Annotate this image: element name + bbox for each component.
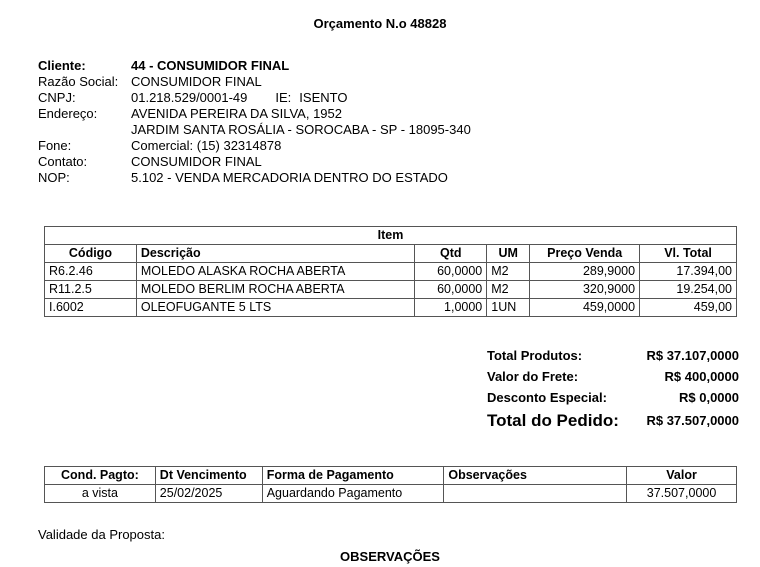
cell-total: 459,00 — [640, 299, 737, 317]
endereco-label: Endereço: — [38, 106, 98, 121]
col-header-forma: Forma de Pagamento — [262, 467, 444, 485]
cell-um: M2 — [487, 263, 530, 281]
desconto-row — [487, 387, 739, 408]
table-row — [45, 281, 737, 299]
validade-label: Validade da Proposta: — [38, 527, 165, 542]
cell-qtd: 60,0000 — [415, 281, 487, 299]
cnpj-label: CNPJ: — [38, 90, 76, 105]
contato-row — [38, 154, 471, 170]
col-header-vencimento: Dt Vencimento — [155, 467, 262, 485]
cell-um: 1UN — [487, 299, 530, 317]
table-row — [45, 299, 737, 317]
razao-label: Razão Social: — [38, 74, 119, 89]
totals-block — [487, 345, 739, 434]
cell-qtd: 1,0000 — [415, 299, 487, 317]
cell-qtd: 60,0000 — [415, 263, 487, 281]
payment-header-row — [45, 467, 737, 485]
cliente-row — [38, 58, 471, 74]
cell-vencimento: 25/02/2025 — [155, 485, 262, 503]
total-pedido-label: Total do Pedido: — [487, 411, 619, 430]
razao-row — [38, 74, 471, 90]
cell-valor: 37.507,0000 — [627, 485, 737, 503]
col-header-observacoes: Observações — [444, 467, 627, 485]
nop-value: 5.102 - VENDA MERCADORIA DENTRO DO ESTADO — [131, 170, 448, 185]
frete-value: R$ 400,0000 — [664, 369, 739, 384]
observacoes-heading: OBSERVAÇÕES — [340, 549, 440, 564]
col-header-um: UM — [487, 245, 530, 263]
cnpj-row — [38, 90, 471, 106]
col-header-codigo: Código — [45, 245, 137, 263]
cell-descricao: OLEOFUGANTE 5 LTS — [136, 299, 414, 317]
client-info — [38, 58, 471, 186]
cell-preco: 320,9000 — [530, 281, 640, 299]
endereco-row — [38, 106, 471, 122]
cnpj-value: 01.218.529/0001-49 — [131, 90, 248, 105]
nop-row — [38, 170, 471, 186]
contato-label: Contato: — [38, 154, 88, 169]
endereco-line2: JARDIM SANTA ROSÁLIA - SOROCABA - SP - 18095-340 — [131, 122, 471, 137]
cell-codigo: R11.2.5 — [45, 281, 137, 299]
col-header-cond: Cond. Pagto: — [45, 467, 156, 485]
desconto-label: Desconto Especial: — [487, 390, 607, 405]
table-row — [45, 263, 737, 281]
fone-row — [38, 138, 471, 154]
col-header-total: Vl. Total — [640, 245, 737, 263]
frete-label: Valor do Frete: — [487, 369, 579, 384]
cell-descricao: MOLEDO ALASKA ROCHA ABERTA — [136, 263, 414, 281]
endereco-row-2 — [38, 122, 471, 138]
desconto-value: R$ 0,0000 — [679, 390, 739, 405]
document-title: Orçamento N.o 48828 — [313, 16, 447, 31]
cell-descricao: MOLEDO BERLIM ROCHA ABERTA — [136, 281, 414, 299]
nop-label: NOP: — [38, 170, 70, 185]
cell-observacoes — [444, 485, 627, 503]
payment-table — [44, 466, 737, 503]
col-header-qtd: Qtd — [415, 245, 487, 263]
col-header-valor: Valor — [627, 467, 737, 485]
cell-codigo: R6.2.46 — [45, 263, 137, 281]
col-header-descricao: Descrição — [136, 245, 414, 263]
cell-total: 17.394,00 — [640, 263, 737, 281]
cell-um: M2 — [487, 281, 530, 299]
endereco-line1: AVENIDA PEREIRA DA SILVA, 1952 — [131, 106, 342, 121]
cell-forma: Aguardando Pagamento — [262, 485, 444, 503]
cliente-label: Cliente: — [38, 58, 86, 73]
cliente-value: 44 - CONSUMIDOR FINAL — [131, 58, 290, 73]
total-produtos-label: Total Produtos: — [487, 348, 583, 363]
items-header-row — [45, 245, 737, 263]
cell-preco: 459,0000 — [530, 299, 640, 317]
total-pedido-row — [487, 408, 739, 434]
cell-codigo: I.6002 — [45, 299, 137, 317]
items-table — [44, 226, 737, 317]
table-row — [45, 485, 737, 503]
cell-preco: 289,9000 — [530, 263, 640, 281]
fone-label: Fone: — [38, 138, 72, 153]
contato-value: CONSUMIDOR FINAL — [131, 154, 262, 169]
fone-value: Comercial: (15) 32314878 — [131, 138, 282, 153]
ie-label: IE: — [275, 90, 292, 105]
frete-row — [487, 366, 739, 387]
razao-value: CONSUMIDOR FINAL — [131, 74, 262, 89]
cell-cond: a vista — [45, 485, 156, 503]
items-caption: Item — [45, 227, 737, 245]
ie-value: ISENTO — [299, 90, 348, 105]
total-produtos-value: R$ 37.107,0000 — [646, 348, 739, 363]
cell-total: 19.254,00 — [640, 281, 737, 299]
total-pedido-value: R$ 37.507,0000 — [646, 413, 739, 428]
col-header-preco: Preço Venda — [530, 245, 640, 263]
total-produtos-row — [487, 345, 739, 366]
